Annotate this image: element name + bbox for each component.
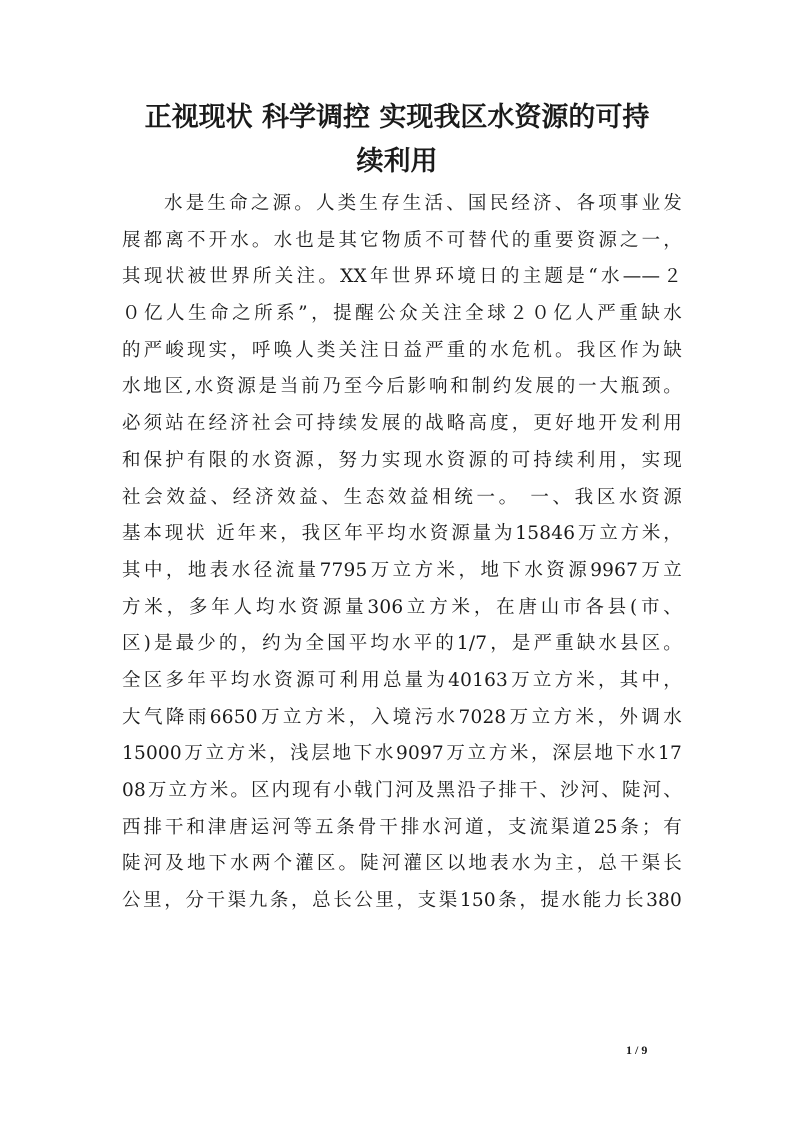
body-paragraph: [122, 186, 682, 920]
title-line-1: 正视现状 科学调控 实现我区水资源的可持: [144, 102, 650, 133]
title-line-2: 续利用: [356, 146, 438, 177]
body-line: 08万立方米。区内现有小戟门河及黑沿子排干、沙河、陡河、: [122, 780, 682, 801]
body-line: 和保护有限的水资源，努力实现水资源的可持续利用，实现: [122, 449, 682, 471]
body-line: 西排干和津唐运河等五条骨干排水河道，支流渠道25条；有: [122, 816, 682, 838]
body-line: 社会效益、经济效益、生态效益相统一。 一、我区水资源: [122, 486, 682, 508]
body-line: 其现状被世界所关注。XX年世界环境日的主题是“水——２: [122, 266, 682, 288]
body-line: ０亿人生命之所系”，提醒公众关注全球２０亿人严重缺水: [122, 303, 682, 325]
body-line: 展都离不开水。水也是其它物质不可替代的重要资源之一，: [122, 229, 682, 251]
body-line: 方米，多年人均水资源量306立方米，在唐山市各县(市、: [122, 596, 682, 618]
body-line: 基本现状 近年来，我区年平均水资源量为15846万立方米，: [122, 523, 682, 545]
body-line: 必须站在经济社会可持续发展的战略高度，更好地开发利用: [122, 413, 682, 435]
body-line: 的严峻现实，呼唤人类关注日益严重的水危机。我区作为缺: [122, 339, 682, 361]
body-line: 区)是最少的，约为全国平均水平的1/7，是严重缺水县区。: [122, 633, 682, 655]
body-line: 公里，分干渠九条，总长公里，支渠150条，提水能力长380: [122, 890, 682, 912]
body-line: 水地区,水资源是当前乃至今后影响和制约发展的一大瓶颈。: [122, 376, 682, 398]
body-line: 15000万立方米，浅层地下水9097万立方米，深层地下水17: [122, 743, 682, 765]
body-line: 陡河及地下水两个灌区。陡河灌区以地表水为主，总干渠长: [122, 853, 682, 875]
body-line: 水是生命之源。人类生存生活、国民经济、各项事业发: [164, 193, 682, 214]
document-title: [112, 96, 682, 184]
page-number: 1 / 9: [626, 1043, 648, 1057]
body-line: 大气降雨6650万立方米，入境污水7028万立方米，外调水: [122, 706, 682, 728]
body-line: 其中，地表水径流量7795万立方米，地下水资源9967万立: [122, 559, 682, 581]
body-line: 全区多年平均水资源可利用总量为40163万立方米，其中，: [122, 669, 682, 691]
